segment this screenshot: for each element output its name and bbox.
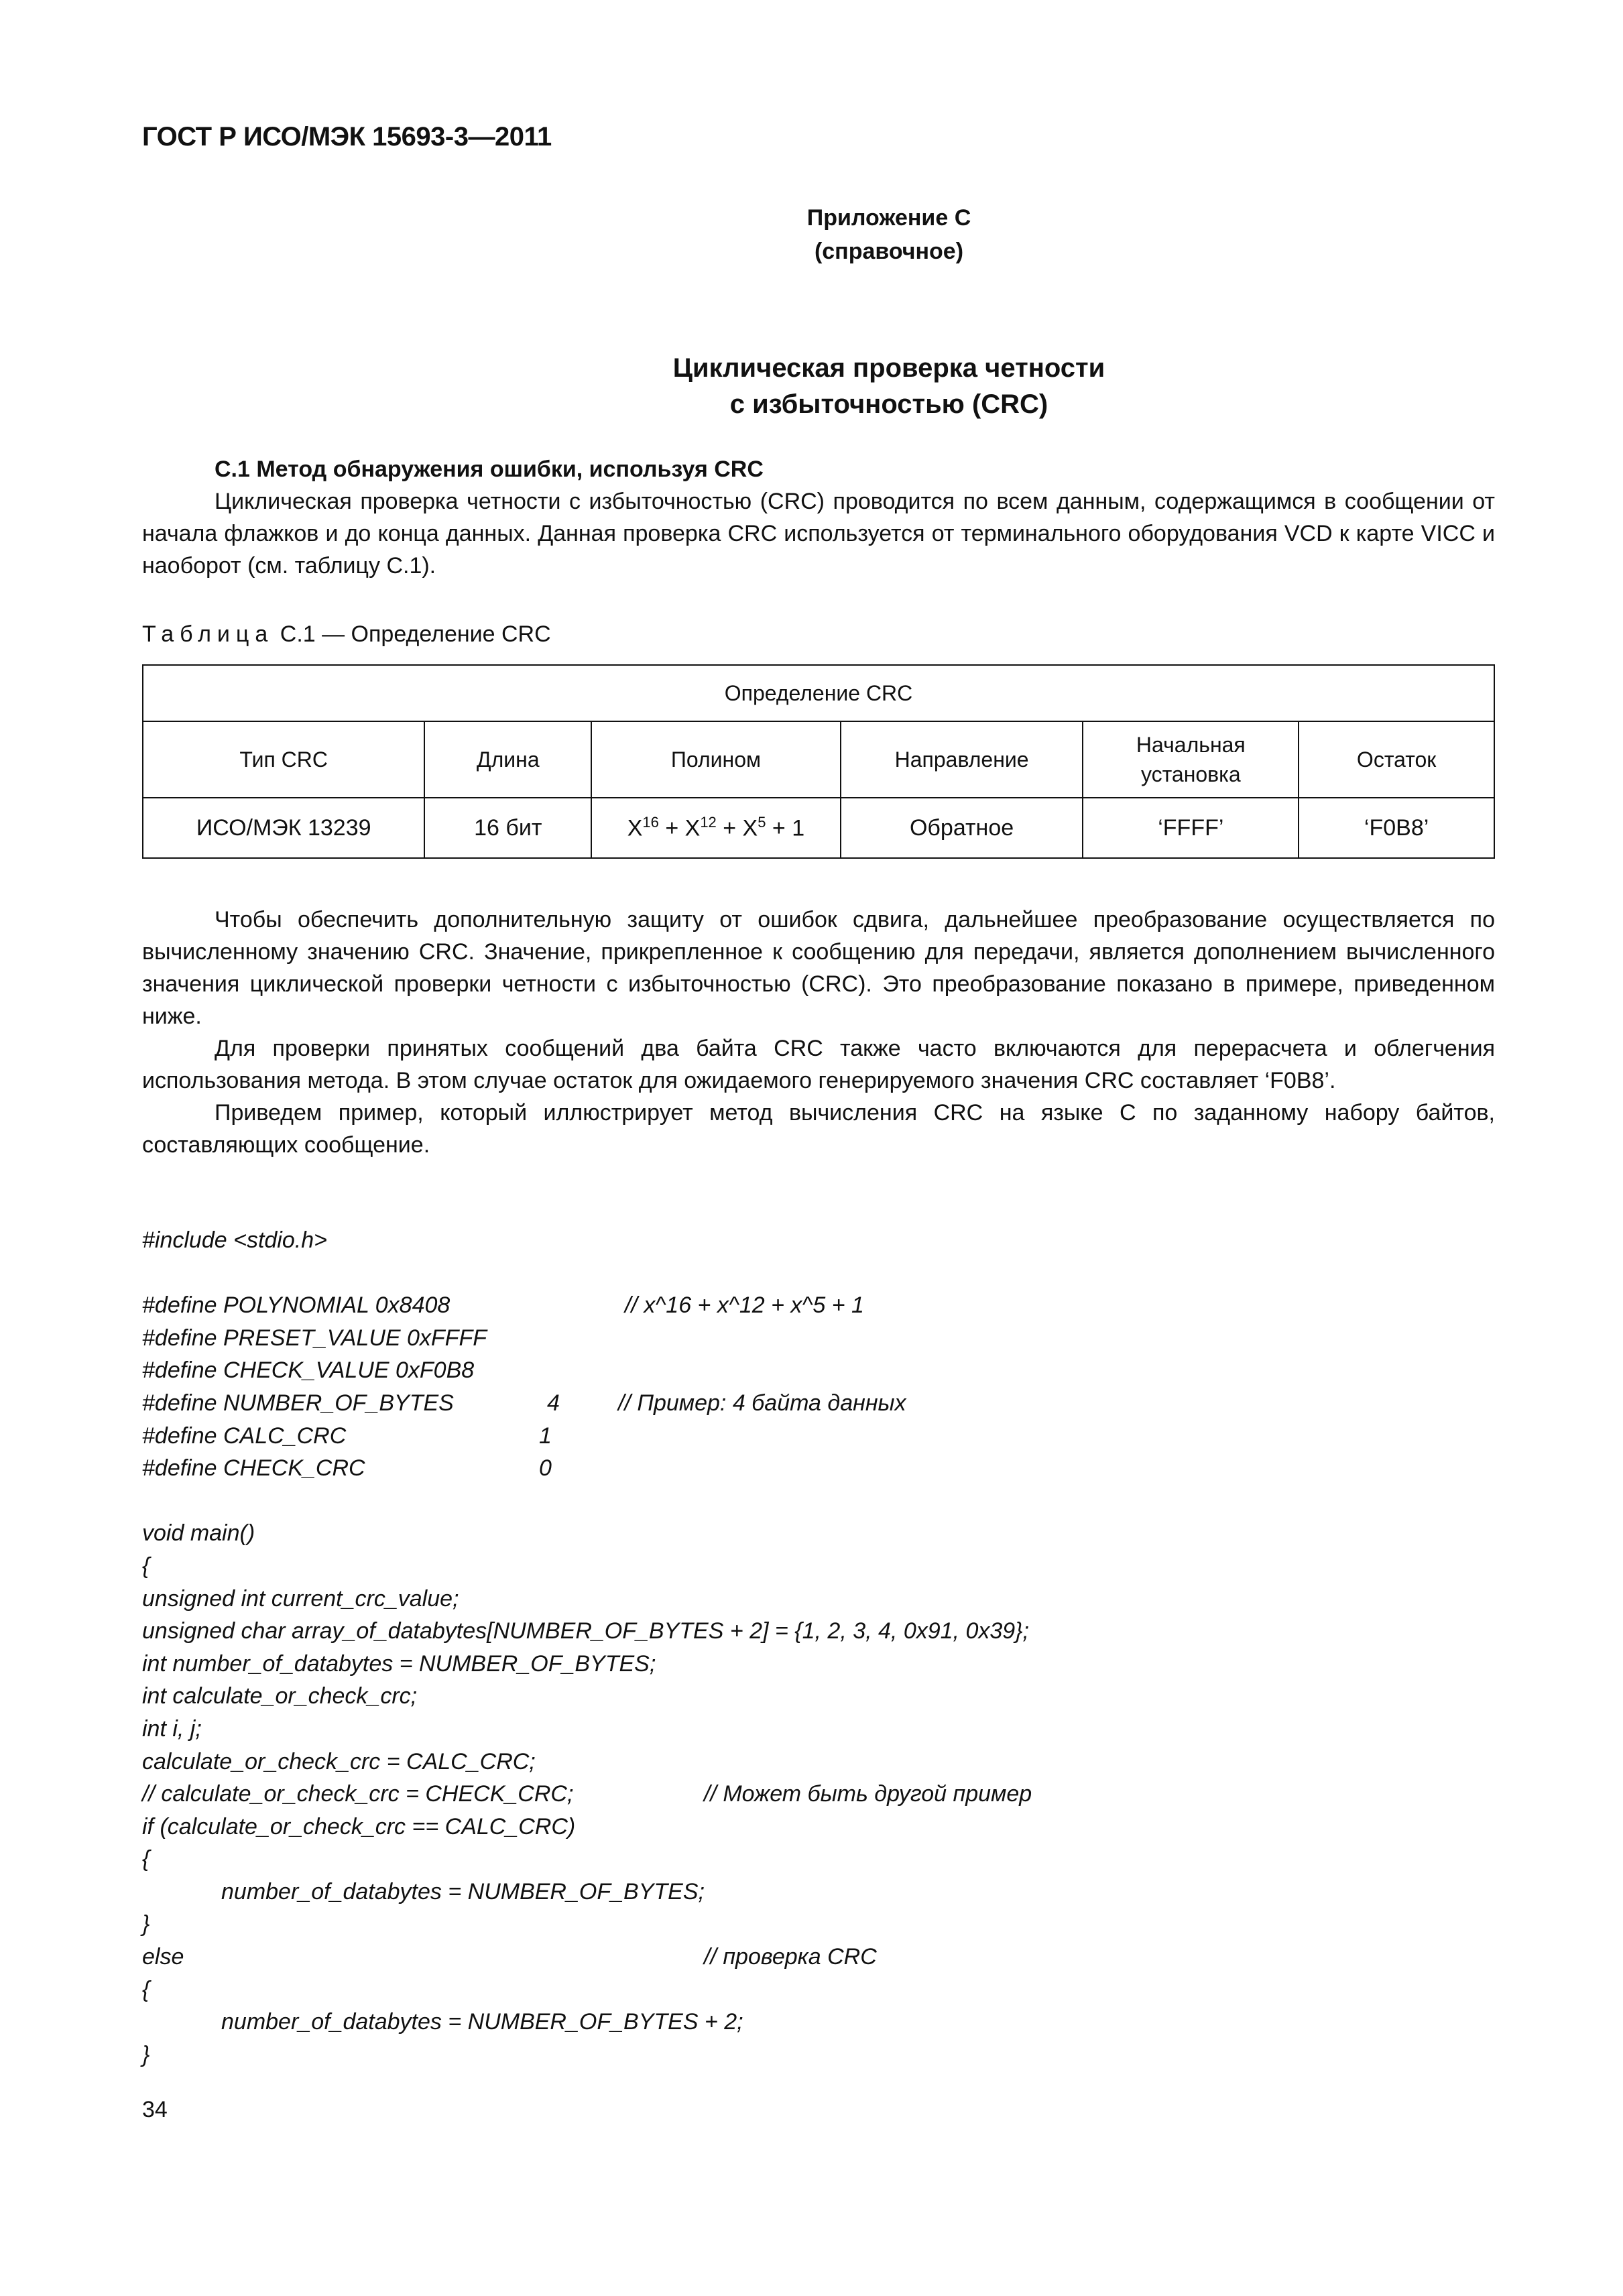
intro-section <box>142 453 1495 582</box>
section-title <box>142 350 1495 422</box>
paragraph: Приведем пример, который иллюстрирует метод вычисления CRC на языке С по заданному набору байтов, составляющих сообщение. <box>142 1100 1495 1158</box>
column-header <box>1083 721 1299 798</box>
code-listing <box>142 1224 1032 2071</box>
code-comment: // проверка CRC <box>704 1944 877 1970</box>
code-line: int i, j; <box>142 1715 202 1742</box>
column-header: Длина <box>424 721 591 798</box>
code-line: #define NUMBER_OF_BYTES 4 // Пример: 4 байта данных <box>142 1387 1029 1420</box>
column-header: Остаток <box>1299 721 1494 798</box>
code-line: number_of_databytes = NUMBER_OF_BYTES; <box>221 1878 705 1905</box>
column-header-text: Начальная установка <box>1136 733 1246 786</box>
code-line-blank <box>142 1257 1029 1290</box>
code-line: int number_of_databytes = NUMBER_OF_BYTES; <box>142 1650 656 1677</box>
code-line: if (calculate_or_check_crc == CALC_CRC) <box>142 1813 576 1839</box>
page-number: 34 <box>142 2097 168 2122</box>
table-row <box>143 798 1494 858</box>
code-line: } <box>142 2041 150 2067</box>
code-line: void main() <box>142 1520 255 1547</box>
code-line: } <box>142 1911 150 1937</box>
code-line: { <box>142 1553 150 1579</box>
cell-polynomial: $X^{16} + X^{12} + X^5 + 1$ <box>591 798 841 858</box>
table-header-row <box>143 721 1494 798</box>
code-line: #include <stdio.h> <box>142 1227 327 1253</box>
subsection-heading: С.1 Метод обнаружения ошибки, используя CRC <box>215 457 764 482</box>
column-header: Направление <box>841 721 1083 798</box>
code-line-blank <box>142 1485 1029 1518</box>
section-title-line-1: Циклическая проверка четности <box>672 353 1105 383</box>
section-title-line-2: с избыточностью (CRC) <box>729 389 1048 419</box>
code-line: #define CALC_CRC 1 <box>142 1423 552 1449</box>
paragraph: Для проверки принятых сообщений два байта CRC также часто включаются для перерасчета и облегчения использования метода. В этом случае остаток для ожидаемого генерируемого значения CRC составляет ‘F0B8’. <box>142 1036 1495 1093</box>
code-comment: // x^16 + x^12 + x^5 + 1 <box>625 1292 864 1319</box>
document-header: ГОСТ Р ИСО/МЭК 15693-3—2011 <box>142 122 552 152</box>
cell-length: 16 бит <box>424 798 591 858</box>
code-line: unsigned char array_of_databytes[NUMBER_OF_BYTES + 2] = {1, 2, 3, 4, 0x91, 0x39}; <box>142 1618 1029 1644</box>
column-header: Полином <box>591 721 841 798</box>
table-caption-text: С.1 — Определение CRC <box>274 621 551 647</box>
code-line: // calculate_or_check_crc = CHECK_CRC; // Может быть другой пример <box>142 1778 1029 1811</box>
cell-direction: Обратное <box>841 798 1083 858</box>
code-line: #define CHECK_VALUE 0xF0B8 <box>142 1357 475 1384</box>
code-line: number_of_databytes = NUMBER_OF_BYTES + 2; <box>221 2009 743 2035</box>
cell-residue: ‘F0B8’ <box>1299 798 1494 858</box>
cell-crc-type: ИСО/МЭК 13239 <box>143 798 424 858</box>
table-caption <box>142 618 551 650</box>
column-header: Тип CRC <box>143 721 424 798</box>
code-line: { <box>142 1976 150 2002</box>
cell-preset: ‘FFFF’ <box>1083 798 1299 858</box>
crc-definition-table <box>142 664 1495 859</box>
table-title-cell: Определение CRC <box>143 665 1494 721</box>
code-line: { <box>142 1846 150 1872</box>
intro-paragraph: Циклическая проверка четности с избыточностью (CRC) проводится по всем данным, содержащимся в сообщении от начала флажков и до конца данных. Данная проверка CRC используется от терминального оборудования VCD к карте VICC и наоборот (см. таблицу С.1). <box>142 489 1495 579</box>
code-line: else // проверка CRC <box>142 1941 1029 1974</box>
table-caption-label: Таблица <box>142 621 274 647</box>
annex-title <box>142 201 1495 268</box>
annex-label: Приложение С <box>806 205 971 231</box>
code-line: int calculate_or_check_crc; <box>142 1683 418 1709</box>
explanation-section <box>142 904 1495 1161</box>
code-line: #define POLYNOMIAL 0x8408 // x^16 + x^12 + x^5 + 1 <box>142 1289 1029 1322</box>
code-comment: // Может быть другой пример <box>704 1781 1032 1807</box>
code-line: #define PRESET_VALUE 0xFFFF <box>142 1325 487 1351</box>
paragraph: Чтобы обеспечить дополнительную защиту от ошибок сдвига, дальнейшее преобразование осуществляется по вычисленному значению CRC. Значение, прикрепленное к сообщению для передачи, является дополнением вычисленного значения циклической проверки четности с избыточностью (CRC). Это преобразование показано в примере, приведенном ниже. <box>142 907 1495 1029</box>
code-line: calculate_or_check_crc = CALC_CRC; <box>142 1748 536 1774</box>
code-line: #define CHECK_CRC 0 <box>142 1455 552 1482</box>
code-line: unsigned int current_crc_value; <box>142 1585 459 1612</box>
annex-type: (справочное) <box>814 239 964 264</box>
code-comment: // Пример: 4 байта данных <box>618 1390 906 1416</box>
table-title-row <box>143 665 1494 721</box>
